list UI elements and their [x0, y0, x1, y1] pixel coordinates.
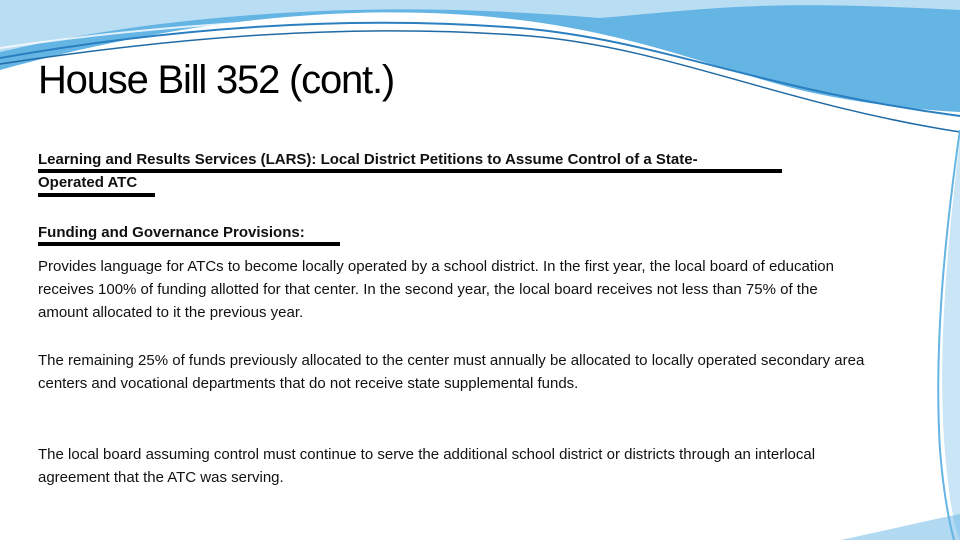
lars-heading-underline-1 — [38, 169, 782, 173]
slide-title: House Bill 352 (cont.) — [38, 58, 395, 102]
paragraph-locally-operated: Provides language for ATCs to become locally operated by a school district. In the first year, the local board of education receives 100% of funding allotted for that center. In the second year, the local board receives not less than 75% of the amount allocated to it the previous year. — [38, 258, 834, 321]
lars-heading-underline-2 — [38, 193, 155, 197]
lars-heading-line-1: Learning and Results Services (LARS): Local District Petitions to Assume Control of a State- — [38, 151, 698, 168]
paragraph-interlocal-agreement: The local board assuming control must continue to serve the additional school district or districts through an interlocal agreement that the ATC was serving. — [38, 446, 816, 486]
paragraph-remaining-funds: The remaining 25% of funds previously allocated to the center must annually be allocated to locally operated secondary area centers and vocational departments that do not receive state supplemental funds. — [38, 352, 865, 392]
bottom-wave-fill — [840, 514, 960, 540]
lars-heading-line-2: Operated ATC — [38, 174, 138, 191]
funding-heading-underline — [38, 242, 340, 246]
funding-heading: Funding and Governance Provisions: — [38, 224, 305, 241]
